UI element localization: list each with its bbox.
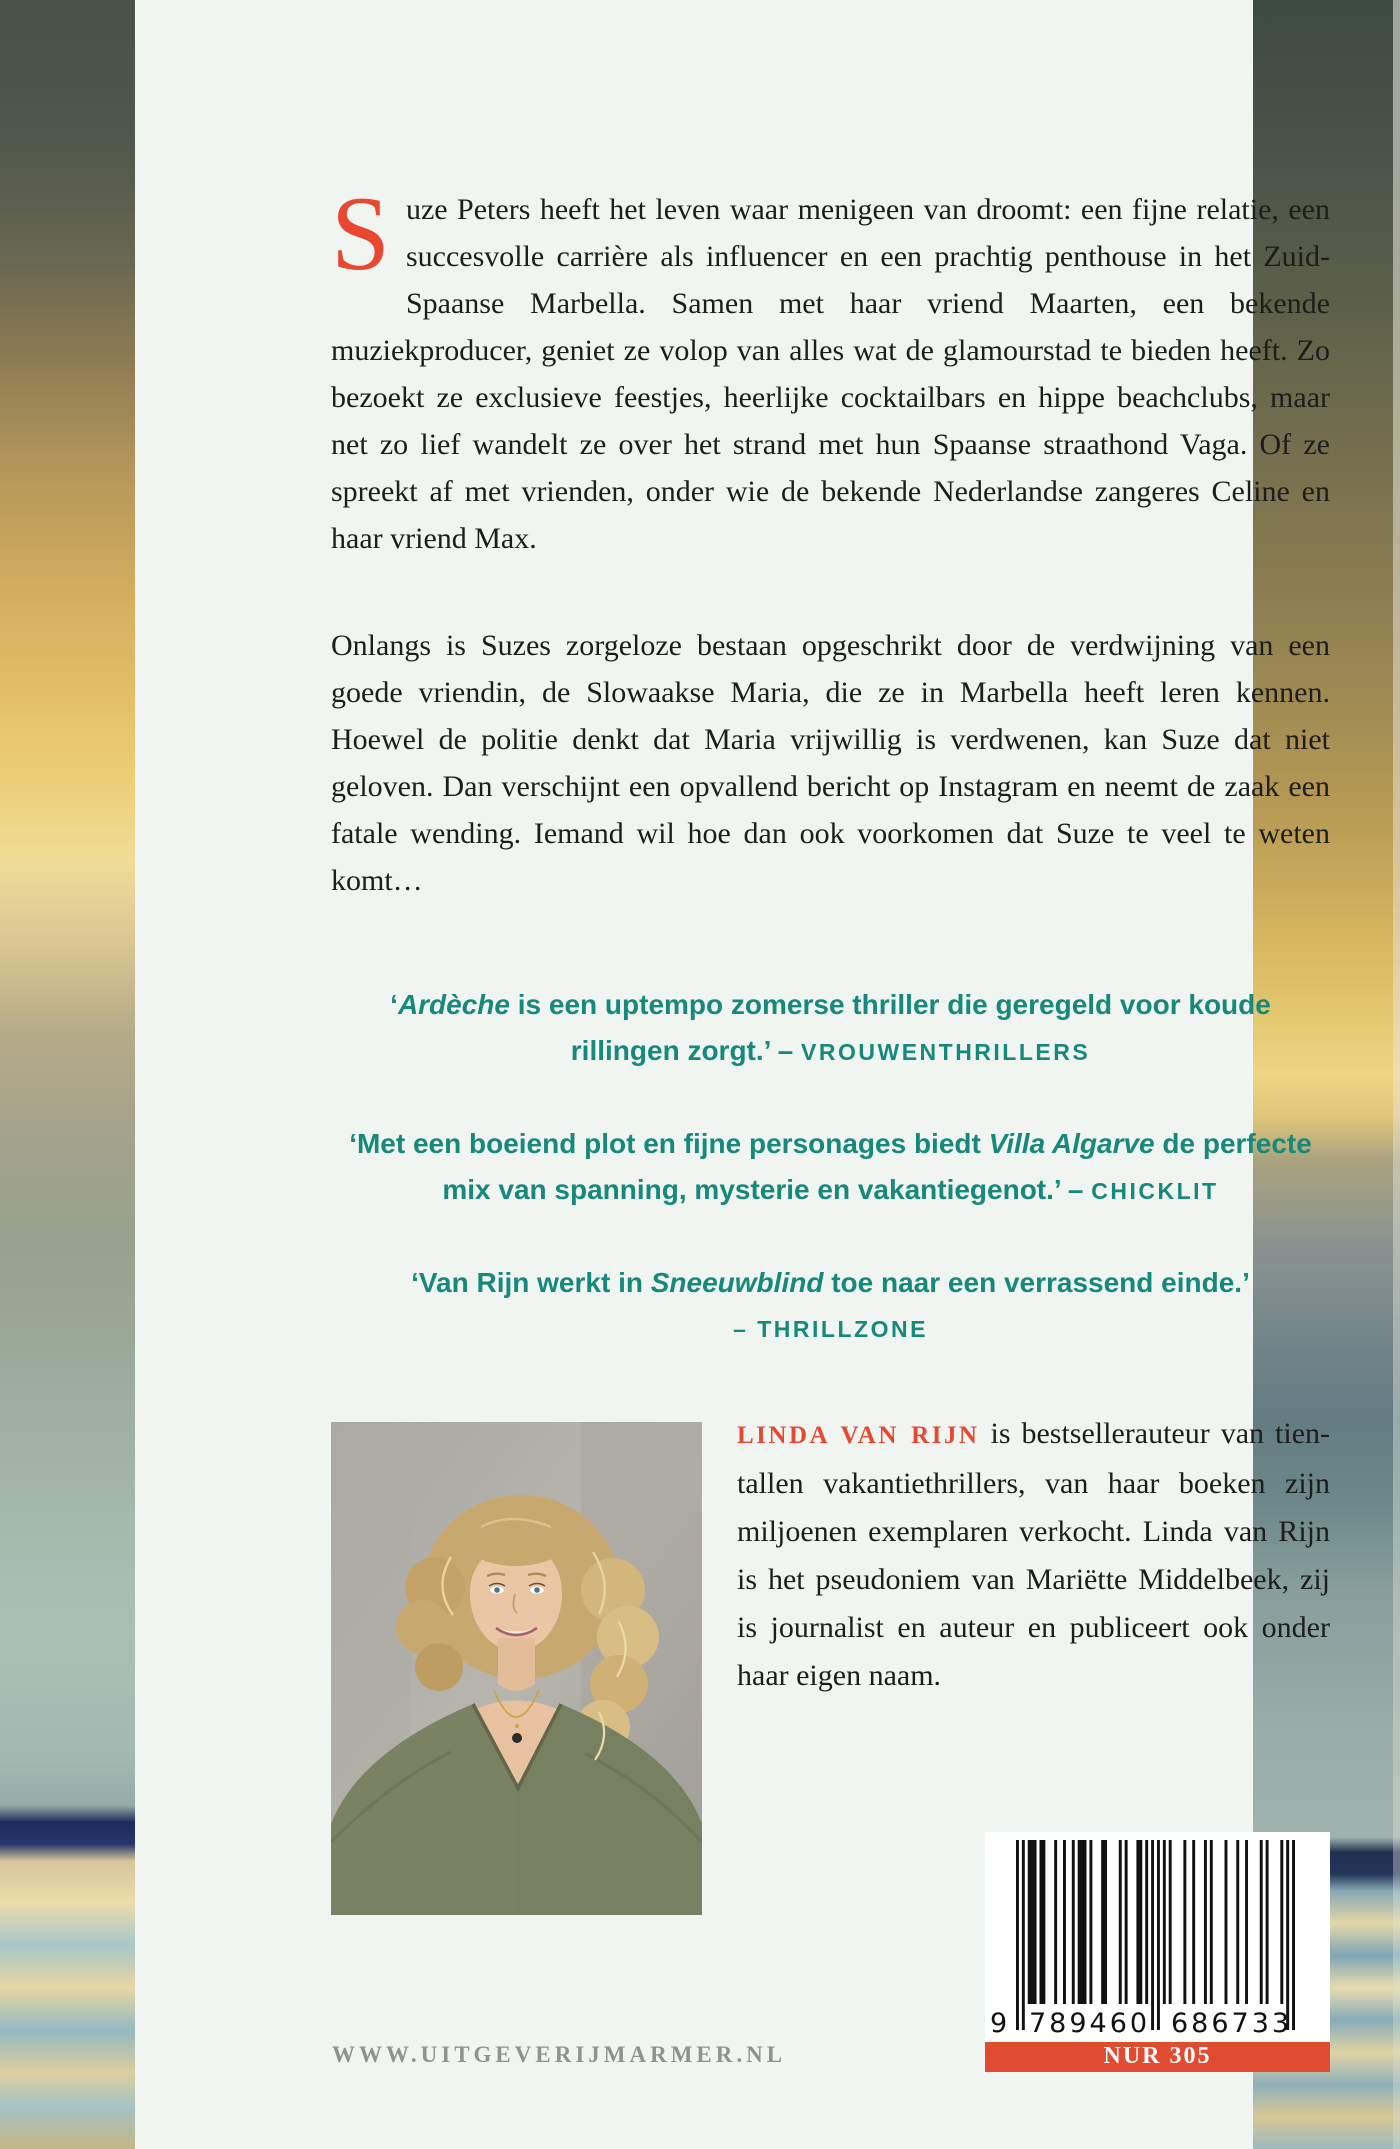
page-edge (1393, 0, 1400, 2149)
synopsis-paragraph-2: Onlangs is Suzes zorgeloze bestaan opgeschrikt door de verdwijning van een goede vriendin, de Slowaakse Maria, die ze in Marbella heeft leren kennen. Hoewel de politie denkt dat Maria vrijwillig is verdwenen, kan Suze dat niet geloven. Dan verschijnt een opvallend bericht op Instagram en neemt de zaak een fatale wending. Iemand wil hoe dan ook voorkomen dat Suze te veel te weten komt… (331, 629, 1330, 897)
quote-text: is een uptempo zomerse thriller die geregeld voor koude rillingen zorgt.’ – (509, 989, 1271, 1066)
quote-source: VROUWENTHRILLERS (801, 1039, 1091, 1065)
review-quotes (331, 982, 1330, 1352)
publisher-website: WWW.UITGEVERIJMARMER.NL (332, 2042, 787, 2067)
quote-text: toe naar een verrassend einde.’ (823, 1267, 1250, 1298)
synopsis (331, 175, 1330, 904)
author-portrait-illustration (331, 1422, 702, 1915)
author-bio (737, 1410, 1330, 1700)
sunset-photo-left-strip (0, 0, 135, 2149)
barcode (985, 1832, 1330, 2042)
book-title-ardeche: Ardèche (397, 989, 510, 1020)
author-name: LINDA VAN RIJN (737, 1422, 980, 1449)
synopsis-paragraph-1-text: uze Peters heeft het leven waar menigeen van droomt: een fijne relatie, een succesvolle carrière als influencer en een prachtig penthouse in het Zuid-Spaanse Marbella. Samen met haar vriend Maarten, een bekende muziekproducer, geniet ze volop van alles wat de glamourstad te bieden heeft. Zo bezoekt ze exclusieve feestjes, heerlijke cocktailbars en hippe beachclubs, maar net zo lief wandelt ze over het strand met hun Spaanse straathond Vaga. Of ze spreekt af met vrienden, onder wie de bekende Nederlandse zangeres Celine en haar vriend Max. (331, 193, 1330, 555)
barcode-bars-icon (1016, 1840, 1296, 2034)
isbn-group-1: 789460 (1029, 2008, 1151, 2039)
nur-code-badge: NUR 305 (985, 2042, 1330, 2072)
author-bio-text: is bestsellerauteur van tientallen vakantiethrillers, van haar boeken zijn miljoenen exemplaren verkocht. Linda van Rijn is het pseudoniem van Mariëtte Middelbeek, zij is journalist en auteur en publiceert ook onder haar eigen naam. (737, 1417, 1331, 1692)
quote-text: ‘Van Rijn werkt in (411, 1267, 651, 1298)
isbn-first-digit: 9 (990, 2008, 1008, 2039)
barcode-block (985, 1832, 1330, 2072)
book-title-villa-algarve: Villa Algarve (988, 1128, 1155, 1159)
quote-text: ‘Met een boeiend plot en fijne personages biedt (349, 1128, 989, 1159)
quote-text: de perfecte mix van spanning, mysterie en vakantiegenot.’ – (442, 1128, 1312, 1205)
isbn-group-2: 686733 (1171, 2008, 1293, 2039)
author-photo (331, 1422, 702, 1915)
quote-source: – THRILLZONE (733, 1316, 928, 1342)
cover-panel (135, 0, 1331, 2149)
quote-source: CHICKLIT (1091, 1178, 1219, 1204)
quote-text: ‘ (390, 989, 398, 1020)
synopsis-paragraph-1 (331, 175, 1330, 562)
review-quote-1 (381, 982, 1281, 1075)
review-quote-2 (331, 1121, 1330, 1214)
book-title-sneeuwblind: Sneeuwblind (650, 1267, 824, 1298)
review-quote-3 (331, 1260, 1330, 1352)
isbn-number (985, 2008, 1330, 2040)
quote-text-line (331, 1260, 1330, 1306)
dropcap-letter: S (331, 175, 390, 292)
